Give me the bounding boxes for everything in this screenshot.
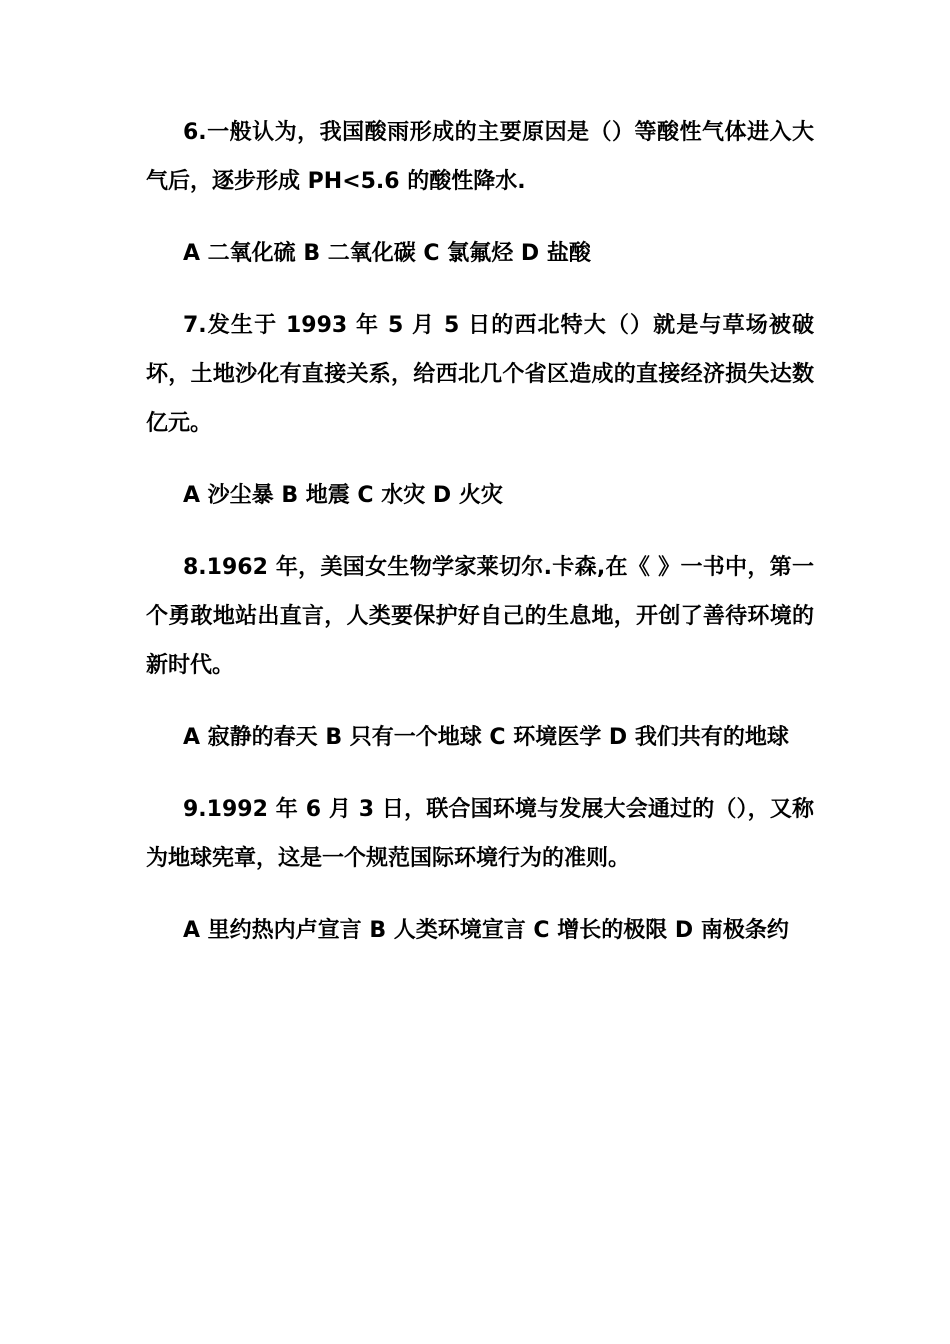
question-8-options: A 寂静的春天 B 只有一个地球 C 环境医学 D 我们共有的地球	[183, 725, 789, 750]
question-8-stem: 8.1962 年，美国女生物学家莱切尔.卡森,在《 》一书中，第一个勇敢地站出直言，人类要保护好自己的生息地，开创了善待环境的新时代。	[146, 555, 814, 678]
question-7-stem: 7.发生于 1993 年 5 月 5 日的西北特大（）就是与草场被破坏，土地沙化有直接关系，给西北几个省区造成的直接经济损失达数亿元。	[146, 313, 814, 436]
question-6-stem: 6.一般认为，我国酸雨形成的主要原因是（）等酸性气体进入大气后，逐步形成 PH<5.6 的酸性降水.	[146, 120, 814, 194]
question-7-options: A 沙尘暴 B 地震 C 水灾 D 火灾	[183, 483, 503, 508]
question-6-options: A 二氧化硫 B 二氧化碳 C 氯氟烃 D 盐酸	[183, 241, 591, 266]
document-body	[146, 108, 814, 978]
question-9-options: A 里约热内卢宣言 B 人类环境宣言 C 增长的极限 D 南极条约	[183, 918, 789, 943]
question-9-stem: 9.1992 年 6 月 3 日，联合国环境与发展大会通过的（），又称为地球宪章，这是一个规范国际环境行为的准则。	[146, 797, 814, 871]
